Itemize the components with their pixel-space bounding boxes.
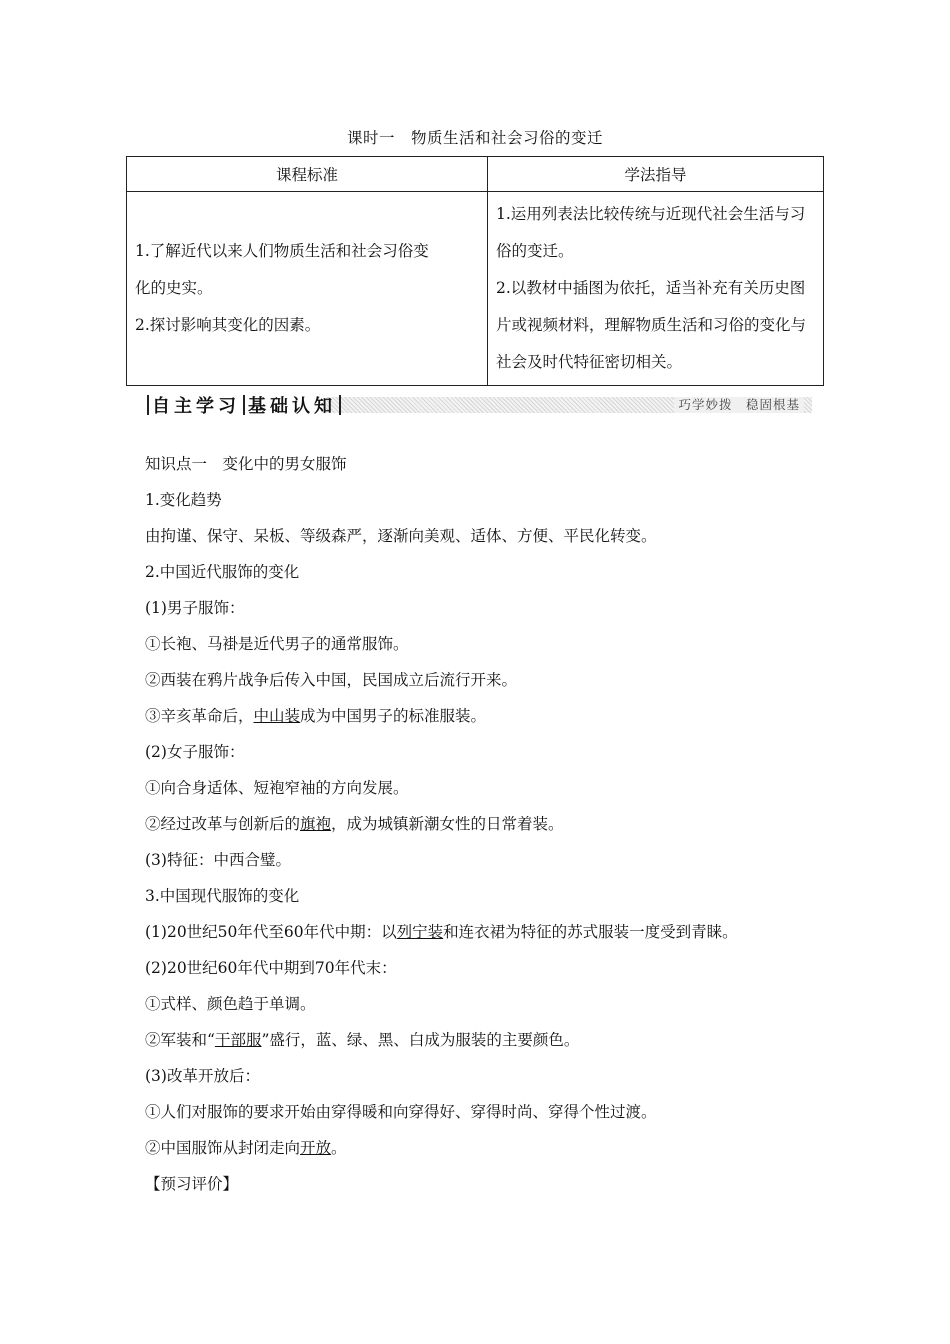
content-line: (2)20世纪60年代中期到70年代末： — [145, 959, 397, 977]
content-line — [145, 806, 835, 842]
content-line — [145, 1130, 835, 1166]
preview-evaluation-heading: 【预习评价】 — [145, 1175, 239, 1193]
guidance-line: 2.以教材中插图为依托，适当补充有关历史图 — [496, 279, 806, 297]
banner-divider — [147, 395, 149, 415]
curriculum-table — [126, 156, 824, 386]
content-line — [145, 914, 835, 950]
banner-tagline: 巧学妙拨 稳固根基 — [674, 397, 804, 413]
page-title: 课时一 物质生活和社会习俗的变迁 — [346, 129, 603, 147]
guidance-line: 俗的变迁。 — [496, 242, 574, 260]
underlined-term: 旗袍 — [300, 815, 332, 833]
content-line: (3)改革开放后： — [145, 1067, 260, 1085]
banner-heading — [144, 393, 344, 417]
table-header-standard: 课程标准 — [127, 157, 488, 192]
underlined-term: 列宁装 — [396, 923, 444, 941]
content-line: ①式样、颜色趋于单调。 — [145, 995, 316, 1013]
text-run: (1)20世纪50年代至60年代中期：以 — [145, 923, 397, 941]
text-run: ②中国服饰从封闭走向 — [145, 1139, 301, 1157]
banner-title-self-study: 自主学习 — [152, 396, 240, 417]
content-line: ②西装在鸦片战争后传入中国，民国成立后流行开来。 — [145, 671, 518, 689]
banner-divider — [243, 395, 245, 415]
guidance-line: 片或视频材料，理解物质生活和习俗的变化与 — [496, 316, 807, 334]
knowledge-point-heading: 知识点一 变化中的男女服饰 — [145, 455, 347, 473]
standard-line: 化的史实。 — [135, 279, 213, 297]
content-line: ①向合身适体、短袍窄袖的方向发展。 — [145, 779, 409, 797]
lesson-content — [145, 446, 835, 1202]
table-header-guidance: 学法指导 — [488, 157, 824, 192]
content-line: ①长袍、马褂是近代男子的通常服饰。 — [145, 635, 409, 653]
banner-title-basics: 基础认知 — [248, 396, 336, 417]
content-line: 1.变化趋势 — [145, 491, 222, 509]
content-line: (2)女子服饰： — [145, 743, 245, 761]
content-line: (3)特征：中西合璧。 — [145, 851, 291, 869]
section-banner — [144, 393, 812, 417]
text-run: ②经过改革与创新后的 — [145, 815, 301, 833]
content-line: 2.中国近代服饰的变化 — [145, 563, 300, 581]
text-run: ，成为城镇新潮女性的日常着装。 — [331, 815, 564, 833]
underlined-term: 开放 — [300, 1139, 332, 1157]
underlined-term: 干部服 — [214, 1031, 262, 1049]
text-run: ③辛亥革命后， — [145, 707, 254, 725]
text-run: ”盛行，蓝、绿、黑、白成为服装的主要颜色。 — [261, 1031, 580, 1049]
banner-divider — [339, 395, 341, 415]
text-run: 和连衣裙为特征的苏式服装一度受到青睐。 — [443, 923, 738, 941]
content-line — [145, 1022, 835, 1058]
text-run: ②军装和“ — [145, 1031, 215, 1049]
content-line: 3.中国现代服饰的变化 — [145, 887, 300, 905]
guidance-cell — [488, 192, 824, 386]
standard-cell — [127, 192, 488, 386]
text-run: 成为中国男子的标准服装。 — [300, 707, 487, 725]
content-line: 由拘谨、保守、呆板、等级森严，逐渐向美观、适体、方便、平民化转变。 — [145, 527, 657, 545]
guidance-line: 社会及时代特征密切相关。 — [496, 353, 683, 371]
content-line — [145, 698, 835, 734]
underlined-term: 中山装 — [253, 707, 301, 725]
content-line: (1)男子服饰： — [145, 599, 245, 617]
text-run: 。 — [331, 1139, 347, 1157]
guidance-line: 1.运用列表法比较传统与近现代社会生活与习 — [496, 205, 806, 223]
content-line: ①人们对服饰的要求开始由穿得暖和向穿得好、穿得时尚、穿得个性过渡。 — [145, 1103, 657, 1121]
standard-line: 2.探讨影响其变化的因素。 — [135, 316, 321, 334]
standard-line: 1.了解近代以来人们物质生活和社会习俗变 — [135, 242, 429, 260]
